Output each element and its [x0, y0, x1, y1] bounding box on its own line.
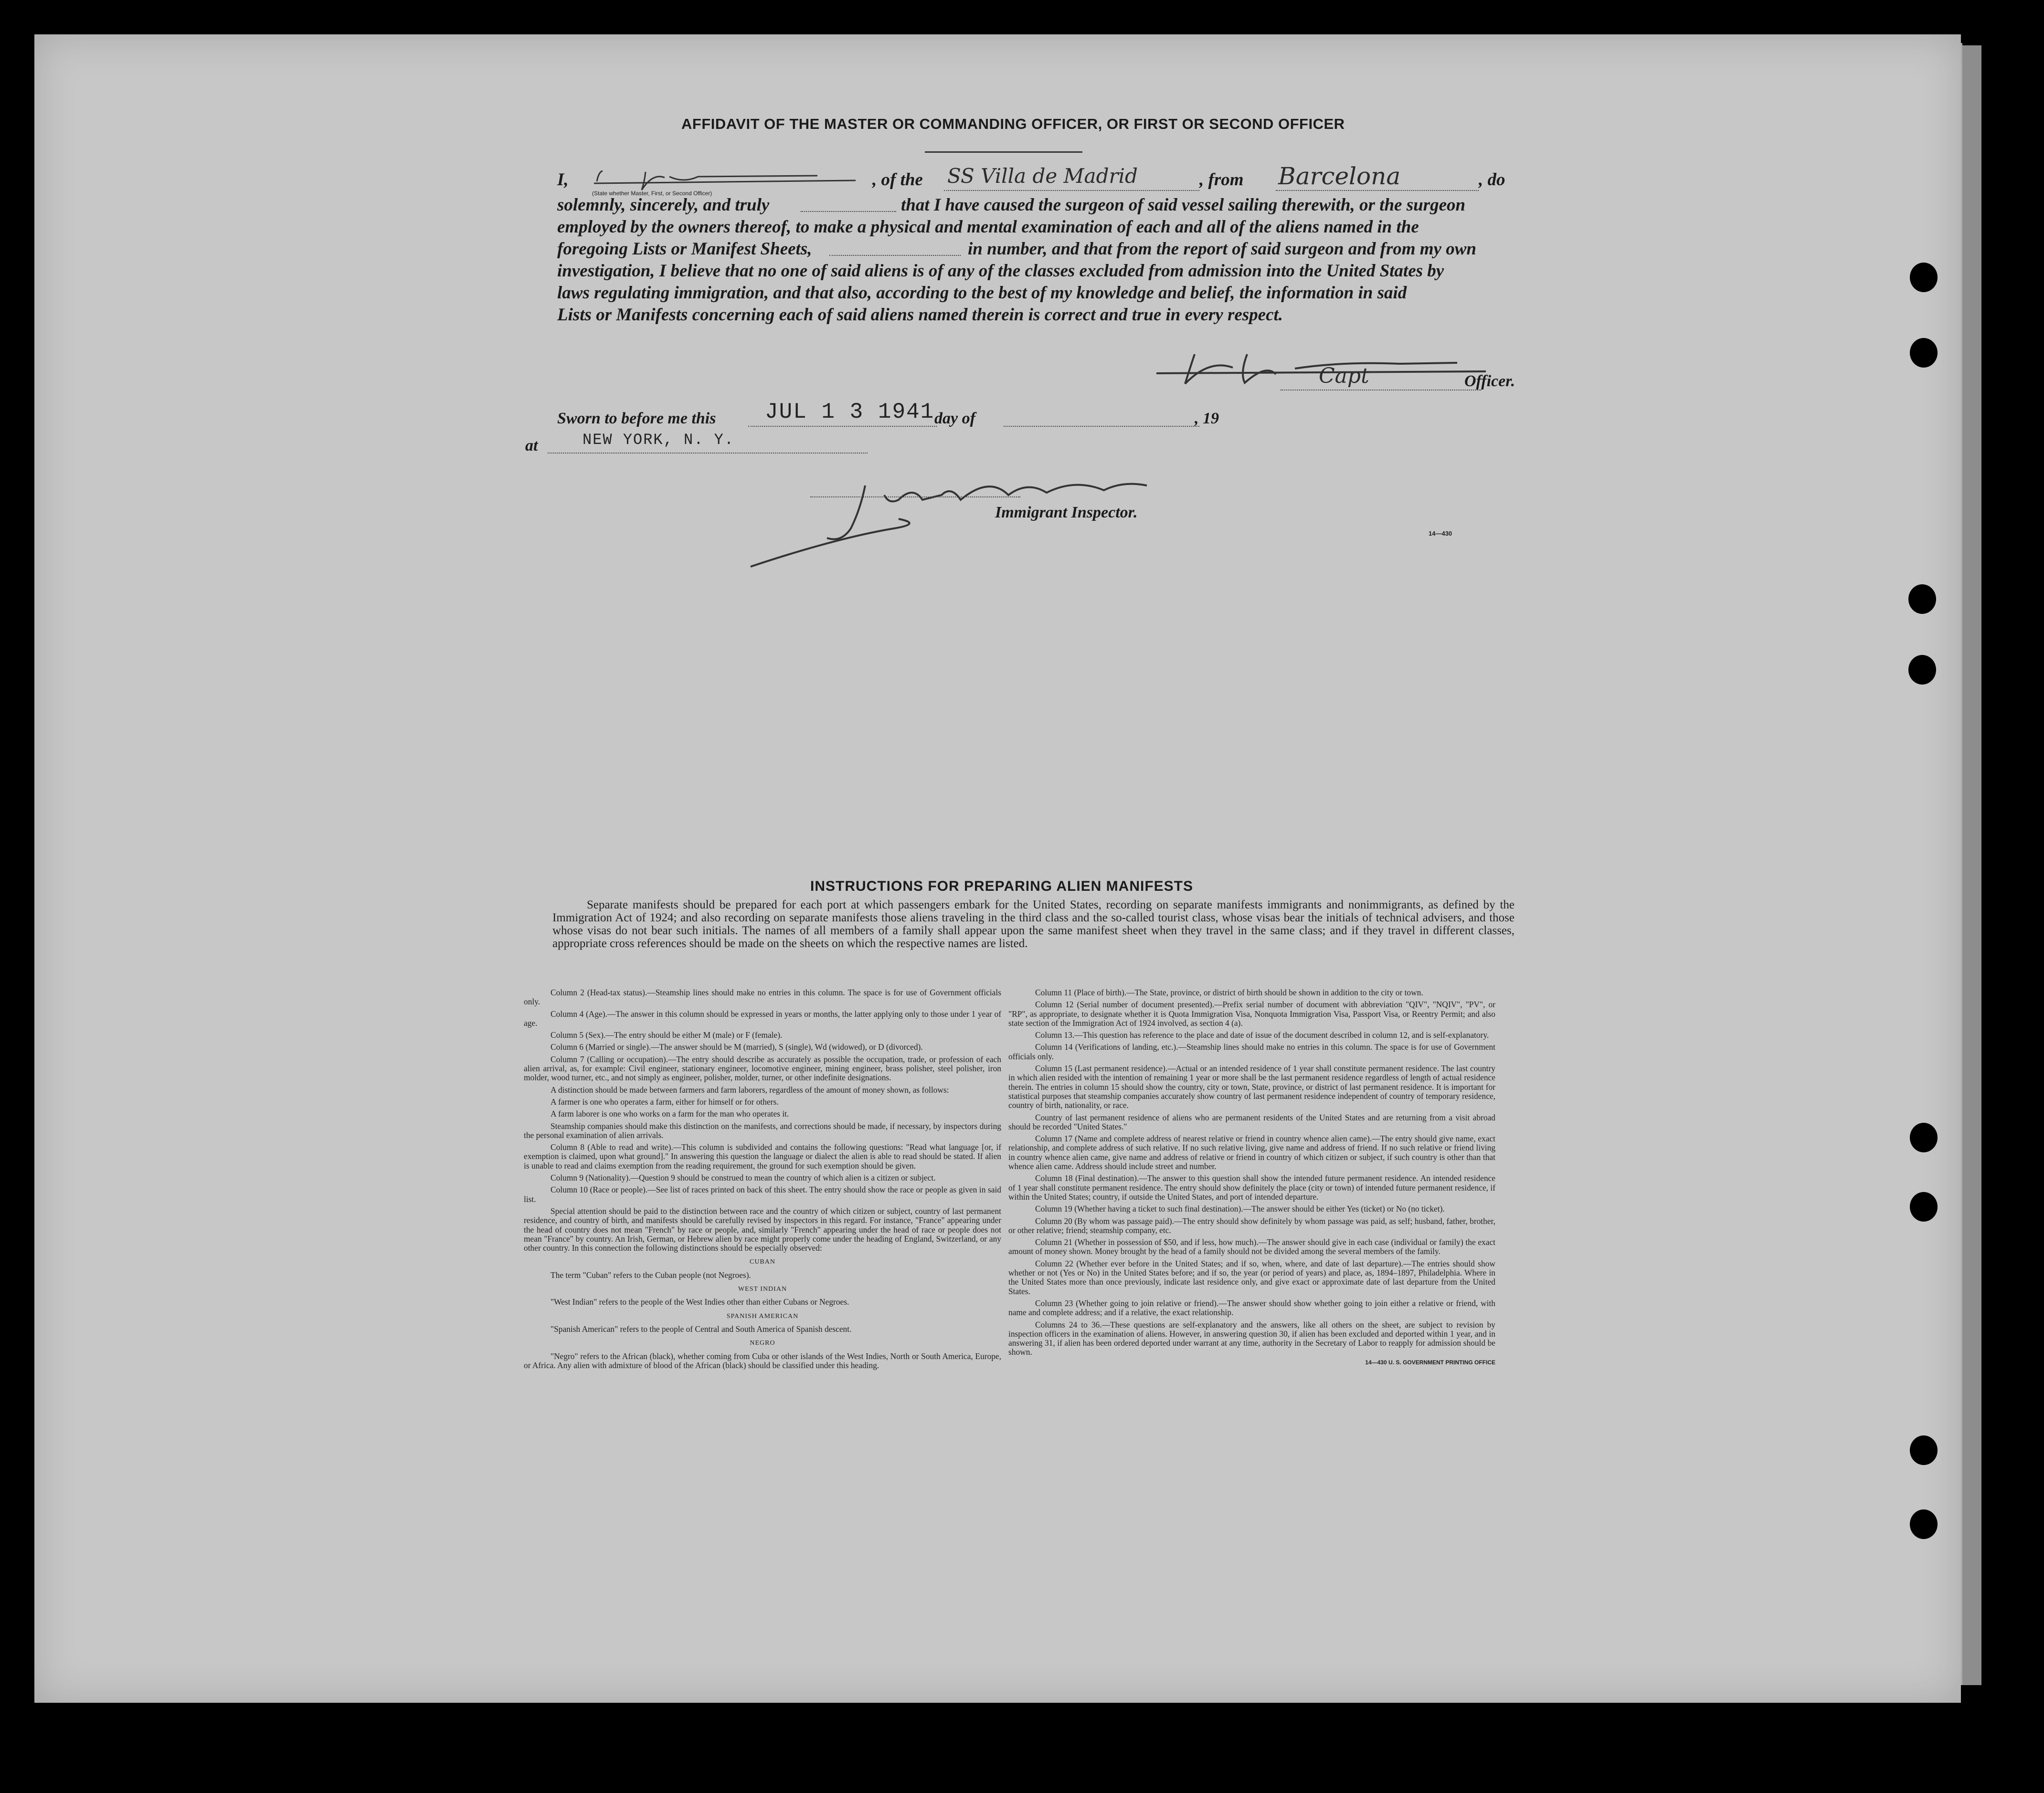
right-paragraph: Column 22 (Whether ever before in the United States; and if so, when, where, and date of last departure).—The entries should show whether or not (Yes or No) in the United States before; and if so, the year (or period of years) and place, as, 1894–1897, Philadelphia. Where in the United States more than once previously, indicate last residence only, and give exact or approximate date of last departure from the United States.	[1008, 1258, 1495, 1296]
affidavit-line-1	[557, 169, 569, 190]
right-paragraphs	[1008, 988, 1495, 1357]
west-indian-text: "West Indian" refers to the people of the West Indies other than either Cubans or Negroes.	[551, 1297, 849, 1307]
inspector-label: Immigrant Inspector.	[995, 504, 1138, 521]
left-paragraph: Column 2 (Head-tax status).—Steamship lines should make no entries in this column. The space is for use of Government officials only.	[524, 988, 1001, 1007]
left-paragraph: Column 6 (Married or single).—The answer should be M (married), S (single), Wd (widowed), or D (divorced).	[551, 1042, 923, 1052]
punch-hole	[1910, 1435, 1938, 1465]
place-stamp: NEW YORK, N. Y.	[582, 431, 735, 449]
date-dotted-line	[748, 426, 937, 427]
punch-hole	[1908, 655, 1936, 685]
instructions-title: INSTRUCTIONS FOR PREPARING ALIEN MANIFESTS	[810, 878, 1194, 894]
right-paragraph: Column 23 (Whether going to join relative or friend).—The answer should show whether going to join either a relative or friend, with name and complete address; and if a relative, the exact relationship.	[1008, 1298, 1495, 1318]
right-paragraph: Column 14 (Verifications of landing, etc.).—Steamship lines should make no entries in this column. The space is for use of Government officials only.	[1008, 1042, 1495, 1061]
punch-hole	[1908, 584, 1936, 614]
port-dotted-line	[1276, 190, 1479, 191]
punch-hole	[1910, 1123, 1938, 1152]
officer-caption: (State whether Master, First, or Second Officer)	[592, 190, 712, 197]
affidavit-line-6: laws regulating immigration, and that also, according to the best of my knowledge and belief, the information in said	[557, 283, 1407, 303]
sworn-label: Sworn to before me this	[557, 410, 716, 427]
right-paragraph: Column 18 (Final destination).—The answer to this question shall show the intended future permanent residence. An intended residence of 1 year shall constitute permanent residence. The entry should show definitely the place (city or town) of intended future permanent residence, if within the United States; country, if outside the United States, and port of intended departure.	[1008, 1173, 1495, 1202]
west-indian-heading: WEST INDIAN	[738, 1286, 787, 1293]
left-paragraphs	[524, 988, 1001, 1253]
punch-hole	[1910, 1192, 1938, 1222]
from-label: , from	[1199, 170, 1244, 190]
departure-port: Barcelona	[1278, 162, 1401, 190]
affidavit-line-4a: foregoing Lists or Manifest Sheets,	[557, 239, 812, 259]
right-paragraph: Column 19 (Whether having a ticket to such final destination).—The answer should be either Yes (ticket) or No (no ticket).	[1035, 1204, 1445, 1214]
negro-text: "Negro" refers to the African (black), whether coming from Cuba or other islands of the West Indies, North or South America, Europe, or Africa. Any alien with admixture of blood of the African (black) should be classified under this heading.	[524, 1351, 1001, 1370]
right-paragraph: Column 13.—This question has reference to the place and date of issue of the document described in column 12, and is self-explanatory.	[1035, 1030, 1489, 1040]
of-the-label: , of the	[872, 170, 923, 190]
intro-paragraph: Separate manifests should be prepared for each port at which passengers embark for the United States, recording on separate manifests immigrants and nonimmigrants, as defined by the Immigration Act of 1924; and also recording on separate manifests those aliens traveling in the third class and the so-called tourist class, whose visas bear the initials of technical advisers, and those whose visas do not bear such initials. The names of all members of a family shall appear upon the same manifest sheet when they travel in the same class; and if they travel in different classes, appropriate cross references should be made on the sheets on which the respective names are listed.	[552, 898, 1514, 950]
manifest-page	[34, 34, 1961, 1703]
left-paragraph: Steamship companies should make this distinction on the manifests, and corrections should be made, if necessary, by inspectors during the personal examination of alien arrivals.	[524, 1121, 1001, 1140]
at-label: at	[525, 437, 538, 454]
inspector-signature	[741, 466, 1190, 581]
spanish-american-heading: SPANISH AMERICAN	[726, 1312, 799, 1320]
affidavit-line-3: employed by the owners thereof, to make a physical and mental examination of each and all of the aliens named in the	[557, 217, 1419, 237]
left-paragraph: A farm laborer is one who works on a farm for the man who operates it.	[551, 1109, 789, 1119]
affidavit-line-5: investigation, I believe that no one of said aliens is of any of the classes excluded from admission into the United States by	[557, 261, 1444, 281]
place-dotted-line	[548, 453, 868, 454]
right-paragraph: Columns 24 to 36.—These questions are self-explanatory and the answers, like all others on the sheet, are subject to revision by inspection officers in the examination of aliens. However, in answering question 30, if alien has been excluded and deported within 1 year, and in answering 31, if alien has been ordered deported under warrant at any time, authority in the Secretary of Labor to reapply for admission should be shown.	[1008, 1319, 1495, 1357]
inspector-dotted-line	[810, 496, 1020, 497]
month-dotted-line	[1004, 426, 1199, 427]
i-label: I,	[557, 170, 569, 190]
left-paragraph: Column 10 (Race or people).—See list of races printed on back of this sheet. The entry should show the race or people as given in said list.	[524, 1185, 1001, 1204]
printing-office-footer: 14—430 U. S. GOVERNMENT PRINTING OFFICE	[1365, 1359, 1495, 1366]
punch-hole	[1910, 1509, 1938, 1539]
right-paragraph: Column 15 (Last permanent residence).—Actual or an intended residence of 1 year shall constitute permanent residence. The last country in which alien resided with the intention of remaining 1 year or more shall be the last permanent residence regardless of length of actual residence therein. The entries in column 15 should show the country, city or town, State, province, or district of last permanent residence. It is important for statistical purposes that steamship companies accurately show country of last permanent residence independent of country of temporary residence, country of birth, nationality, or race.	[1008, 1064, 1495, 1110]
officer-suffix: Officer.	[1464, 372, 1515, 390]
affidavit-title: AFFIDAVIT OF THE MASTER OR COMMANDING OFFICER, OR FIRST OR SECOND OFFICER	[681, 116, 1345, 132]
right-paragraph: Country of last permanent residence of aliens who are permanent residents of the United States and are returning from a visit abroad should be recorded "United States."	[1008, 1112, 1495, 1131]
do-label: , do	[1479, 170, 1505, 190]
left-paragraph: A farmer is one who operates a farm, either for himself or for others.	[551, 1097, 779, 1107]
instructions-intro	[552, 898, 1514, 950]
right-paragraph: Column 11 (Place of birth).—The State, province, or district of birth should be shown in addition to the city or town.	[1035, 988, 1423, 997]
sworn-date-stamp: JUL 1 3 1941	[765, 400, 935, 424]
punch-hole	[1910, 263, 1938, 292]
blank-dotted-line	[801, 211, 896, 212]
left-paragraph: Column 5 (Sex).—The entry should be either M (male) or F (female).	[551, 1030, 783, 1040]
day-of-label: day of	[934, 410, 975, 427]
cuban-text: The term "Cuban" refers to the Cuban people (not Negroes).	[551, 1270, 751, 1280]
left-paragraph: A distinction should be made between farmers and farm laborers, regardless of the amount of money shown, as follows:	[551, 1085, 949, 1095]
cuban-heading: CUBAN	[749, 1258, 775, 1266]
officer-rank: Capt	[1319, 364, 1369, 388]
affidavit-line-2b: that I have caused the surgeon of said vessel sailing therewith, or the surgeon	[901, 195, 1466, 215]
right-paragraph: Column 12 (Serial number of document presented).—Prefix serial number of document with abbreviation "QIV", "NQIV", "PV", or "RP", as appropriate, to designate whether it is Quota Immigration Visa, Nonquota Immigration Visa, Passport Visa, or Reentry Permit; and also state section of the Immigration Act of 1924 involved, as section 4 (a).	[1008, 1000, 1495, 1028]
title-rule	[925, 151, 1082, 153]
count-dotted-line	[829, 255, 961, 256]
instructions-right-column	[1008, 988, 1495, 1367]
right-paragraph: Column 17 (Name and complete address of nearest relative or friend in country whence alien came).—The entry should give name, exact relationship, and complete address of such relative. If no such relative living, give name and address of friend. If no such relative or friend living in country whence alien came, give name and address of relative or friend in country of which citizen or subject, if such country is other than that whence alien came. Address should include street and number.	[1008, 1134, 1495, 1171]
left-paragraph: Column 8 (Able to read and write).—This column is subdivided and contains the following questions: "Read what language [or, if exemption is claimed, upon what ground]." In answering this question the language or dialect the alien is able to read should be stated. If alien is unable to read and claims exemption from the reading requirement, the ground for such exemption should be given.	[524, 1142, 1001, 1171]
right-paragraph: Column 20 (By whom was passage paid).—The entry should show definitely by whom passage was paid, as self; husband, father, brother, or other relative; friend; steamship company, etc.	[1008, 1216, 1495, 1235]
right-paragraph: Column 21 (Whether in possession of $50, and if less, how much).—The answer should give in each case (individual or family) the exact amount of money shown. Money brought by the head of a family should not be divided among the several members of the family.	[1008, 1237, 1495, 1256]
left-paragraph: Column 9 (Nationality).—Question 9 should be construed to mean the country of which alien is a citizen or subject.	[551, 1173, 936, 1183]
year-label: , 19	[1195, 410, 1219, 427]
vessel-dotted-line	[944, 190, 1199, 191]
left-paragraph: Column 7 (Calling or occupation).—The entry should describe as accurately as possible the occupation, trade, or profession of each alien arrival, as, for example: Civil engineer, stationary engineer, locomotive engineer, mining engineer, brass polisher, steel polisher, iron molder, wood turner, etc., and not simply as engineer, polisher, molder, turner, or other indefinite designations.	[524, 1054, 1001, 1083]
instructions-left-column	[524, 988, 1001, 1373]
spanish-american-text: "Spanish American" refers to the people of Central and South America of Spanish descent.	[551, 1324, 852, 1334]
left-paragraph: Special attention should be paid to the distinction between race and the country of which citizen or subject, country of last permanent residence, and country of birth, and manifests should be carefully revised by inspectors in this regard. For instance, "France" appearing under the head of country does not mean "French" by race or people, and, similarly "French" appearing under the head of race or people does not mean "France" by country. An Irish, German, or Hebrew alien by race might properly come under the heading of England, Switzerland, or any other country. In this connection the following distinctions should be especially observed:	[524, 1206, 1001, 1253]
negro-heading: NEGRO	[750, 1339, 775, 1347]
affidavit-line-2a: solemnly, sincerely, and truly	[557, 195, 770, 215]
form-number: 14—430	[1429, 530, 1452, 537]
vessel-name: SS Villa de Madrid	[947, 164, 1138, 188]
punch-hole	[1910, 338, 1938, 368]
left-paragraph: Column 4 (Age).—The answer in this column should be expressed in years or months, the latter applying only to those under 1 year of age.	[524, 1009, 1001, 1028]
affidavit-line-7: Lists or Manifests concerning each of said aliens named therein is correct and true in every respect.	[557, 305, 1283, 325]
affidavit-line-4b: in number, and that from the report of said surgeon and from my own	[968, 239, 1476, 259]
